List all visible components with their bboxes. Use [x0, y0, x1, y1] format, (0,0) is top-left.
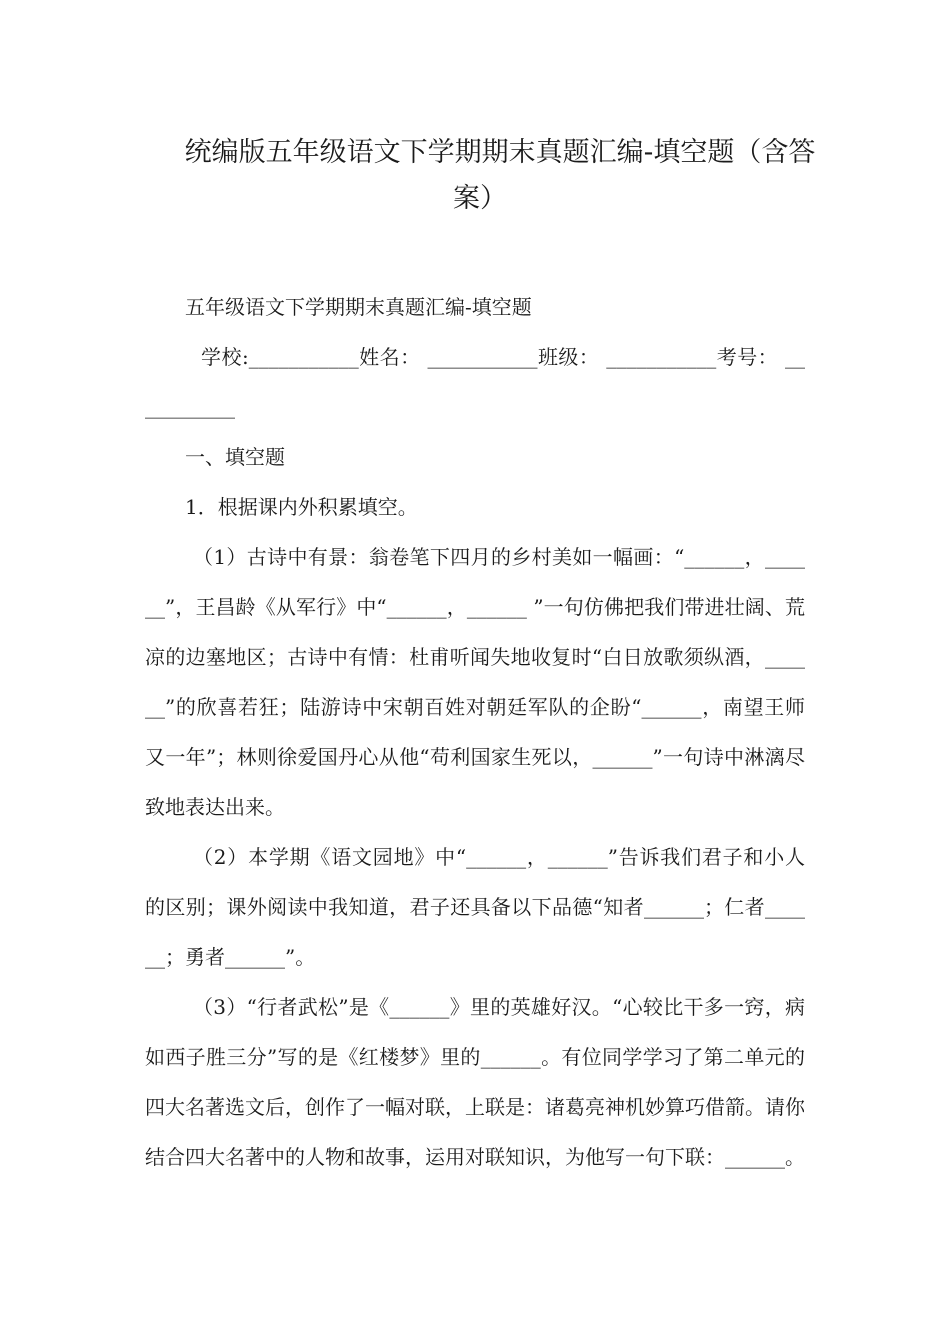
question-1: 1．根据课内外积累填空。	[185, 495, 418, 519]
question-1-part-1: （1）古诗中有景：翁卷笔下四月的乡村美如一幅画：“______，______”，王昌龄《从军行》中“______，______ ”一句仿佛把我们带进壮阔、荒凉的边塞地区；古诗中有情：杜甫听闻失地收复时“白日放歌须纵酒，______”的欣喜若狂；陆游诗中宋朝百姓对朝廷军队的企盼“______，南望王师又一年”；林则徐爱国丹心从他“苟利国家生死以，______”一句诗中淋漓尽致地表达出来。	[145, 545, 805, 819]
document-body	[145, 282, 805, 1182]
document-title-line-2: 案）	[453, 183, 507, 214]
document-subtitle: 五年级语文下学期期末真题汇编-填空题	[185, 295, 532, 319]
student-info-line: 学校:___________姓名： ___________班级： ___________考号： ___________	[145, 345, 805, 419]
question-1-part-2: （2）本学期《语文园地》中“______，______”告诉我们君子和小人的区别；课外阅读中我知道，君子还具备以下品德“知者______；仁者______；勇者______”。	[145, 845, 805, 969]
document-title	[120, 130, 840, 222]
document-title-line-1: 统编版五年级语文下学期期末真题汇编-填空题（含答	[184, 137, 816, 168]
section-heading: 一、填空题	[185, 445, 285, 469]
question-1-part-3: （3）“行者武松”是《______》里的英雄好汉。“心较比干多一窍，病如西子胜三分”写的是《红楼梦》里的______。有位同学学习了第二单元的四大名著选文后，创作了一幅对联，上联是：诸葛亮神机妙算巧借箭。请你结合四大名著中的人物和故事，运用对联知识，为他写一句下联：______。	[145, 995, 805, 1169]
